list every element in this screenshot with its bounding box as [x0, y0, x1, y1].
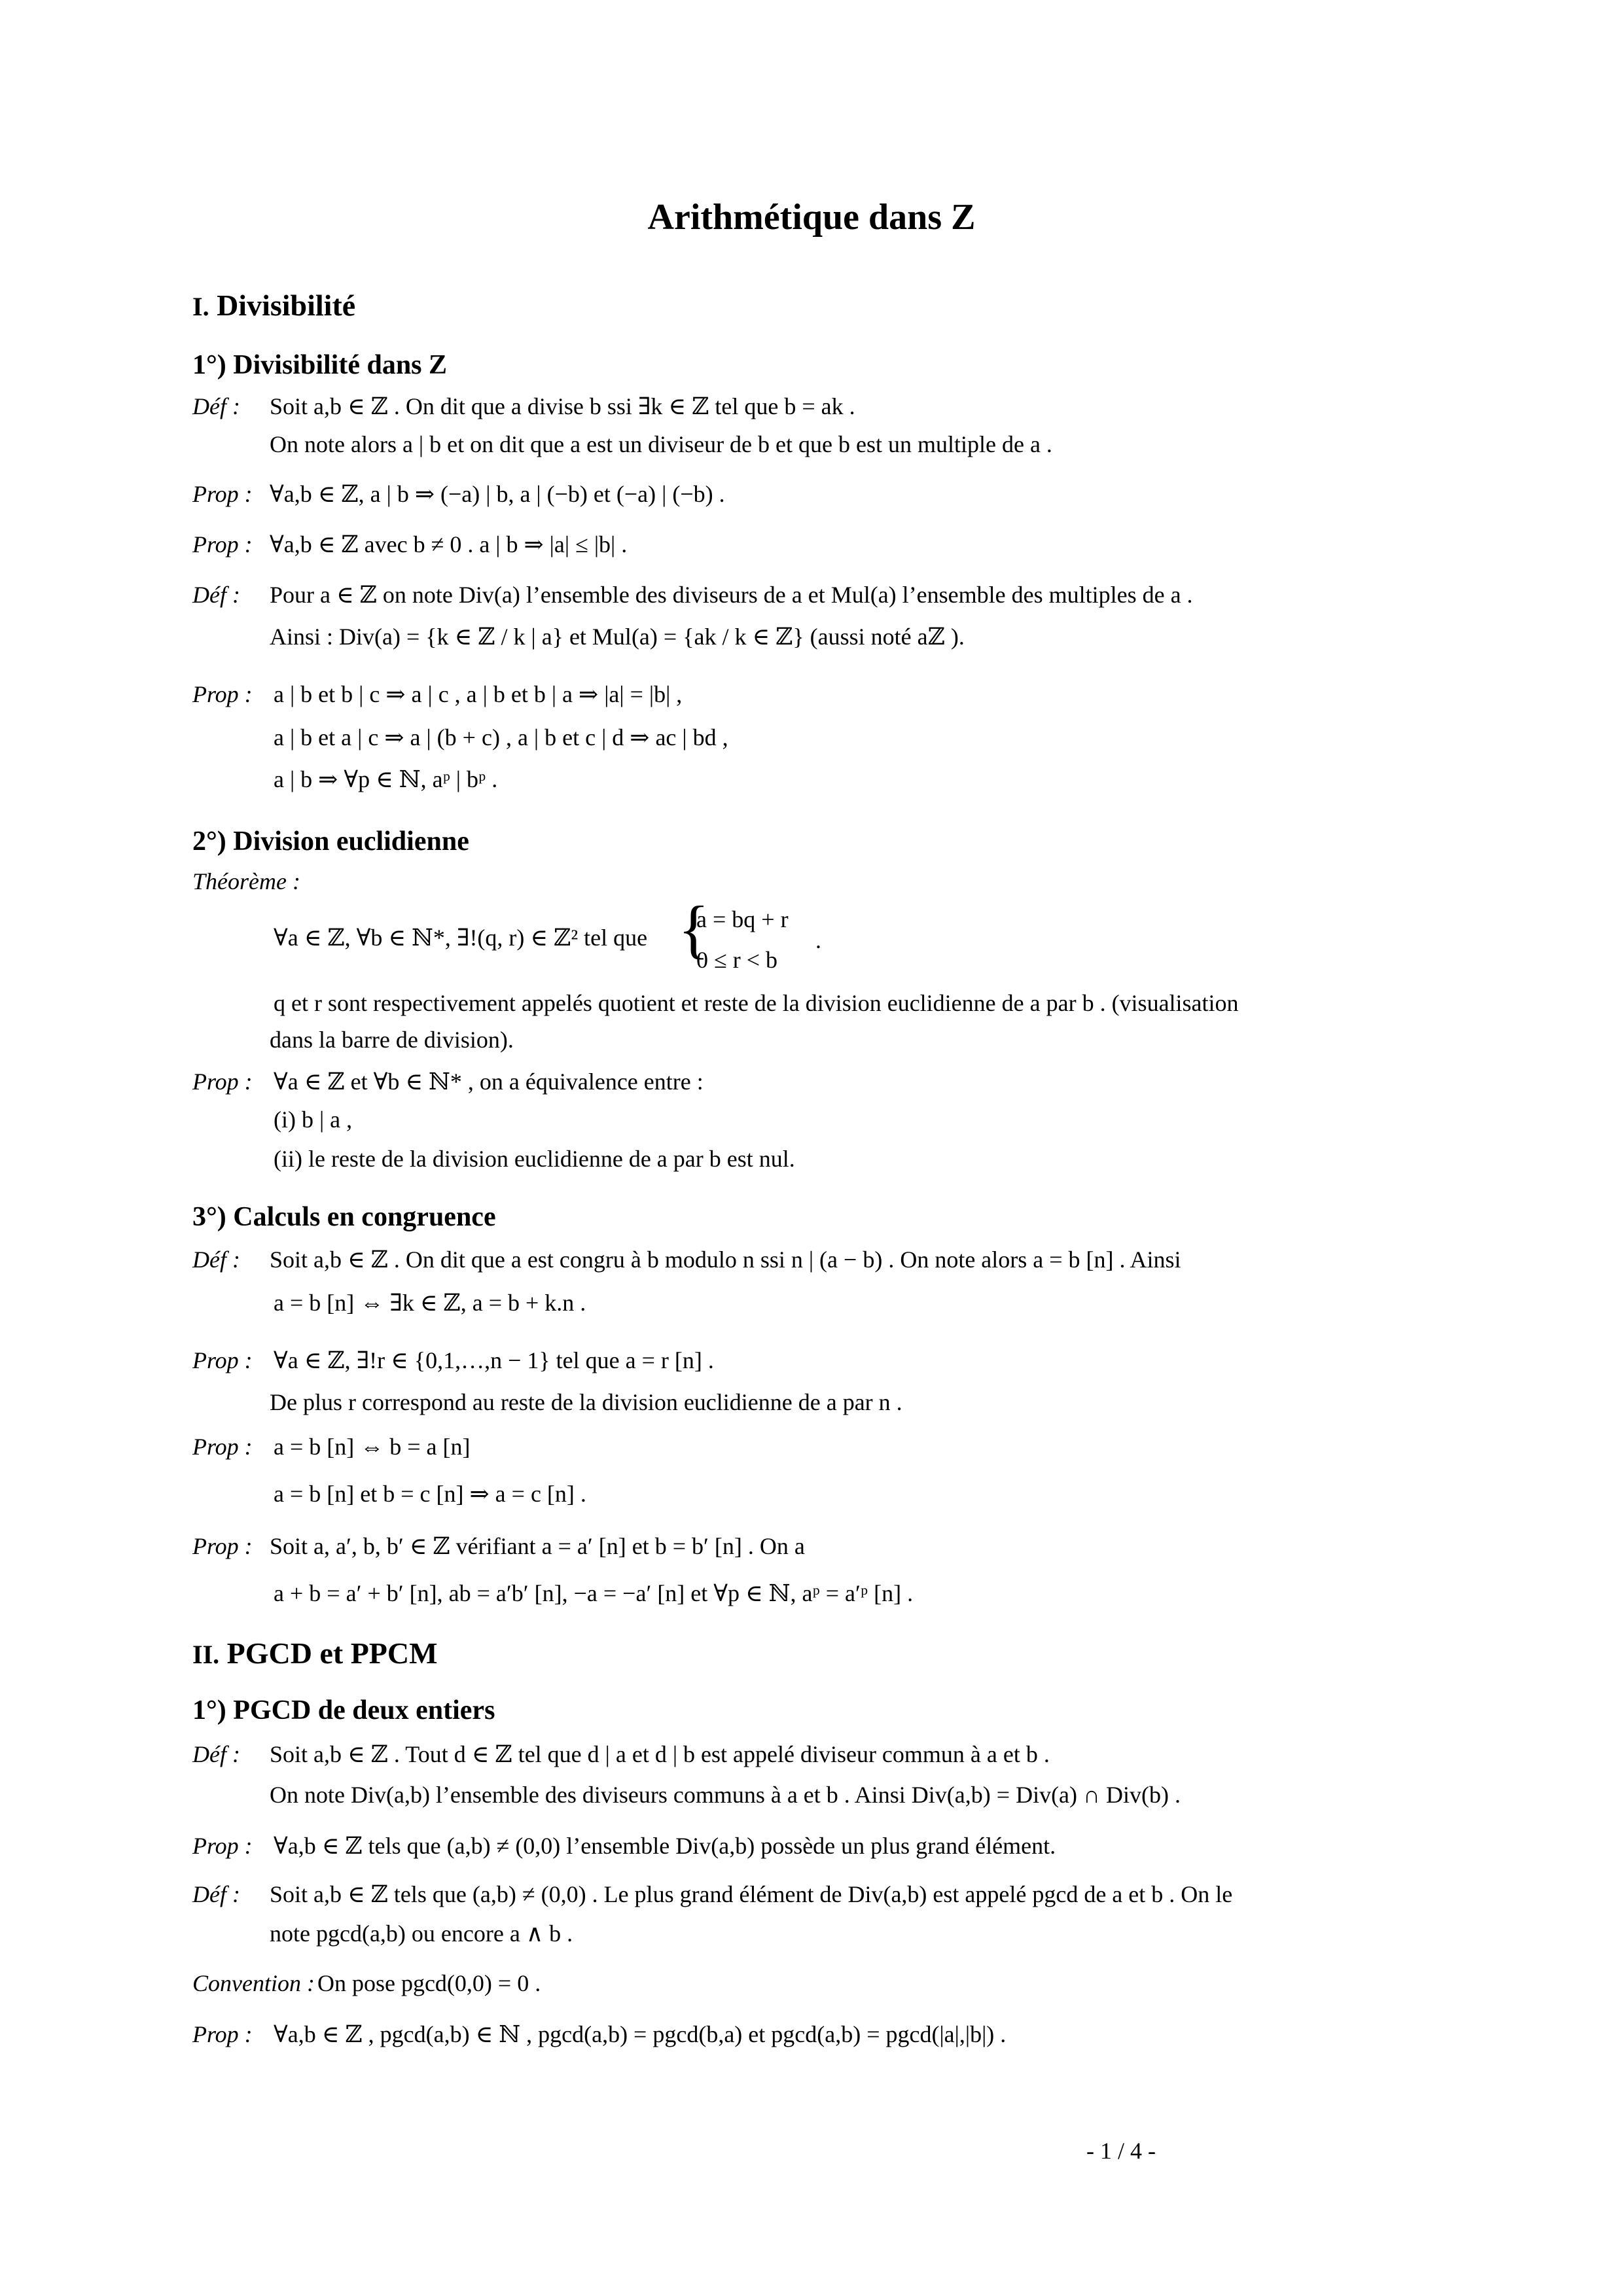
section-number: I.: [192, 292, 209, 321]
subsection-title: 1°) PGCD de deux entiers: [192, 1695, 495, 1725]
def-line: Soit a,b ∈ ℤ tels que (a,b) ≠ (0,0) . Le plus grand élément de Div(a,b) est appelé pgcd de a et b . On le: [270, 1881, 1233, 1907]
subsection-title: 2°) Division euclidienne: [192, 826, 469, 857]
def-label: Déf :: [192, 1881, 240, 1907]
prop-label: Prop :: [192, 1069, 253, 1095]
prop-line: (ii) le reste de la division euclidienne de a par b est nul.: [274, 1146, 795, 1172]
prop-line: a = b [n] et b = c [n] ⇒ a = c [n] .: [274, 1481, 586, 1507]
prop-line: ∀a ∈ ℤ et ∀b ∈ ℕ* , on a équivalence entre :: [274, 1069, 704, 1095]
def-line: Ainsi : Div(a) = {k ∈ ℤ / k | a} et Mul(a) = {ak / k ∈ ℤ} (aussi noté aℤ ).: [270, 624, 965, 650]
prop-line: a | b et b | c ⇒ a | c , a | b et b | a ⇒ |a| = |b| ,: [274, 681, 683, 707]
prop-line: a | b ⇒ ∀p ∈ ℕ, aᵖ | bᵖ .: [274, 766, 498, 792]
theorem-statement: ∀a ∈ ℤ, ∀b ∈ ℕ*, ∃!(q, r) ∈ ℤ² tel que: [274, 925, 648, 951]
def-label: Déf :: [192, 1741, 240, 1767]
section-heading-pgcd-ppcm: [192, 1636, 438, 1670]
prop-line: ∀a,b ∈ ℤ, a | b ⇒ (−a) | b, a | (−b) et (−a) | (−b) .: [270, 481, 725, 507]
def-label: Déf :: [192, 582, 240, 608]
def-label: Déf :: [192, 1246, 240, 1273]
def-line: Pour a ∈ ℤ on note Div(a) l’ensemble des diviseurs de a et Mul(a) l’ensemble des multiples de a .: [270, 582, 1193, 608]
page-number: - 1 / 4 -: [1086, 2138, 1156, 2164]
prop-line: ∀a ∈ ℤ, ∃!r ∈ {0,1,…,n − 1} tel que a = r [n] .: [274, 1347, 714, 1373]
prop-label: Prop :: [192, 481, 253, 507]
system-equation: a = bq + r: [696, 906, 789, 932]
theorem-period: .: [815, 927, 821, 953]
prop-line: ∀a,b ∈ ℤ , pgcd(a,b) ∈ ℕ , pgcd(a,b) = pgcd(b,a) et pgcd(a,b) = pgcd(|a|,|b|) .: [274, 2021, 1007, 2047]
document-title: Arithmétique dans Z: [647, 197, 976, 238]
prop-label: Prop :: [192, 2021, 253, 2047]
convention-text: On pose pgcd(0,0) = 0 .: [317, 1970, 541, 1996]
def-line: On note alors a | b et on dit que a est un diviseur de b et que b est un multiple de a .: [270, 431, 1052, 457]
subsection-title: 3°) Calculs en congruence: [192, 1202, 496, 1232]
def-line: note pgcd(a,b) ou encore a ∧ b .: [270, 1920, 573, 1947]
prop-label: Prop :: [192, 1434, 253, 1460]
prop-line: ∀a,b ∈ ℤ tels que (a,b) ≠ (0,0) l’ensemble Div(a,b) possède un plus grand élément.: [274, 1833, 1056, 1859]
def-label: Déf :: [192, 393, 240, 419]
theorem-label: Théorème :: [192, 868, 300, 894]
prop-line: a + b = a′ + b′ [n], ab = a′b′ [n], −a = −a′ [n] et ∀p ∈ ℕ, aᵖ = a′ᵖ [n] .: [274, 1580, 914, 1606]
section-label: PGCD et PPCM: [226, 1636, 438, 1670]
prop-label: Prop :: [192, 681, 253, 707]
prop-label: Prop :: [192, 1833, 253, 1859]
prop-label: Prop :: [192, 1533, 253, 1559]
note-line: q et r sont respectivement appelés quotient et reste de la division euclidienne de a par b . (visualisation: [274, 990, 1239, 1016]
system-equation: 0 ≤ r < b: [696, 947, 778, 973]
prop-line: ∀a,b ∈ ℤ avec b ≠ 0 . a | b ⇒ |a| ≤ |b| .: [270, 531, 628, 557]
section-label: Divisibilité: [217, 289, 356, 322]
def-line: Soit a,b ∈ ℤ . Tout d ∈ ℤ tel que d | a et d | b est appelé diviseur commun à a et b .: [270, 1741, 1050, 1767]
prop-line: De plus r correspond au reste de la division euclidienne de a par n .: [270, 1389, 902, 1415]
convention-label: Convention :: [192, 1970, 315, 1996]
note-line: dans la barre de division).: [270, 1027, 514, 1053]
subsection-title: 1°) Divisibilité dans Z: [192, 350, 448, 380]
prop-label: Prop :: [192, 531, 253, 557]
def-line: Soit a,b ∈ ℤ . On dit que a est congru à b modulo n ssi n | (a − b) . On note alors a = b [n] . Ainsi: [270, 1246, 1181, 1273]
def-line: Soit a,b ∈ ℤ . On dit que a divise b ssi ∃k ∈ ℤ tel que b = ak .: [270, 393, 855, 419]
prop-label: Prop :: [192, 1347, 253, 1373]
section-number: II.: [192, 1640, 220, 1669]
section-heading-divisibilite: [192, 288, 355, 323]
convention: [192, 1969, 541, 1998]
prop-line: a = b [n] ⇔ b = a [n]: [274, 1434, 471, 1460]
def-line: On note Div(a,b) l’ensemble des diviseurs communs à a et b . Ainsi Div(a,b) = Div(a) ∩ Div(b) .: [270, 1782, 1181, 1808]
prop-line: (i) b | a ,: [274, 1106, 353, 1133]
def-line: a = b [n] ⇔ ∃k ∈ ℤ, a = b + k.n .: [274, 1290, 586, 1316]
prop-line: Soit a, a′, b, b′ ∈ ℤ vérifiant a = a′ [n] et b = b′ [n] . On a: [270, 1533, 805, 1559]
system-brace: {: [678, 892, 709, 965]
prop-line: a | b et a | c ⇒ a | (b + c) , a | b et c | d ⇒ ac | bd ,: [274, 724, 728, 751]
